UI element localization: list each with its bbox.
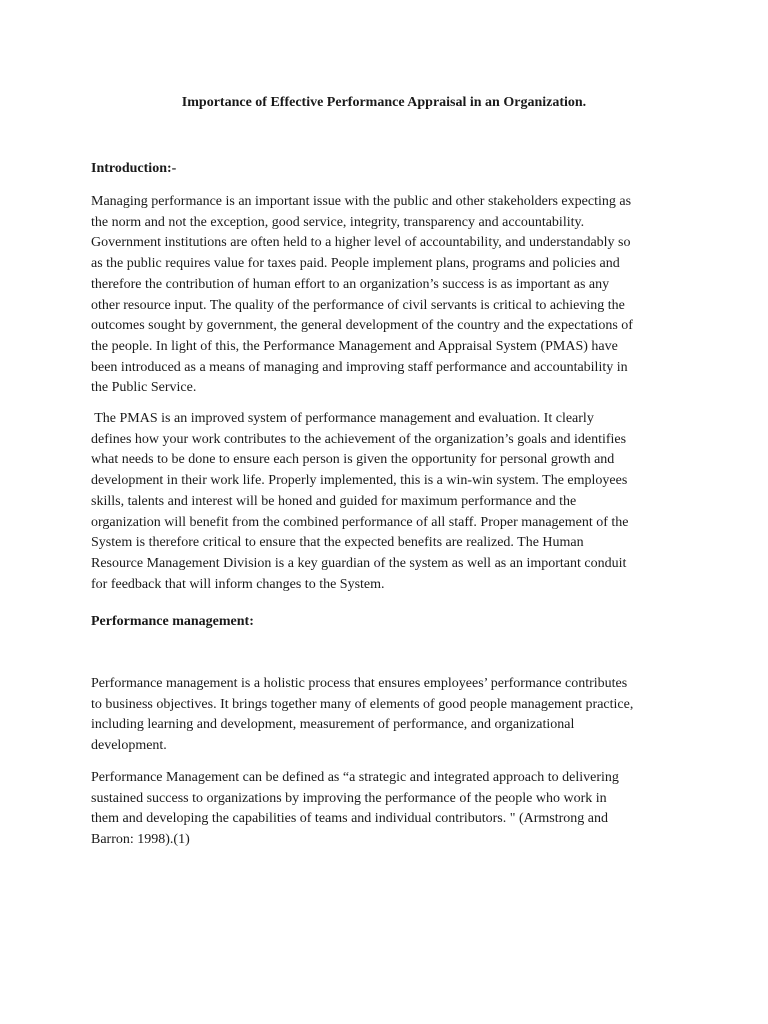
text-line: as the public requires value for taxes paid. People implement plans, programs and policies and xyxy=(91,256,620,272)
text-line: them and developing the capabilities of teams and individual contributors. " (Armstrong and xyxy=(91,811,608,827)
text-line: Performance management is a holistic process that ensures employees’ performance contributes xyxy=(91,676,628,691)
paragraph-performance-management-2 xyxy=(91,768,691,851)
text-line: the Public Service. xyxy=(91,380,197,396)
text-line: defines how your work contributes to the achievement of the organization’s goals and identifies xyxy=(91,431,627,447)
text-line: including learning and development, measurement of performance, and organizational xyxy=(91,717,575,733)
text-line: what needs to be done to ensure each person is given the opportunity for personal growth and xyxy=(91,452,615,468)
document-title: Importance of Effective Performance Appraisal in an Organization. xyxy=(181,95,587,110)
text-line: skills, talents and interest will be honed and guided for maximum performance and the xyxy=(91,493,577,509)
text-line: been introduced as a means of managing and improving staff performance and accountability in xyxy=(91,359,628,375)
text-line: therefore the contribution of human effort to an organization’s success is as important as any xyxy=(91,276,610,292)
section-heading-introduction: Introduction:- xyxy=(91,161,177,176)
text-line: sustained success to organizations by improving the performance of the people who work in xyxy=(91,790,607,806)
text-line: to business objectives. It brings together many of elements of good people management practice, xyxy=(91,696,634,712)
text-line: development in their work life. Properly implemented, this is a win-win system. The employees xyxy=(91,473,628,489)
text-line: Barron: 1998).(1) xyxy=(91,832,190,848)
text-line: for feedback that will inform changes to the System. xyxy=(91,576,385,592)
text-line: The PMAS is an improved system of performance management and evaluation. It clearly xyxy=(91,411,594,426)
text-line: organization will benefit from the combined performance of all staff. Proper management of the xyxy=(91,514,629,530)
text-line: outcomes sought by government, the general development of the country and the expectations of xyxy=(91,318,633,334)
text-line: Resource Management Division is a key guardian of the system as well as an important conduit xyxy=(91,555,627,571)
text-line: Performance Management can be defined as “a strategic and integrated approach to delivering xyxy=(91,770,619,785)
paragraph-introduction-2 xyxy=(91,409,691,595)
paragraph-performance-management-1 xyxy=(91,674,691,757)
section-heading-performance-management: Performance management: xyxy=(91,614,254,629)
text-line: Government institutions are often held to a higher level of accountability, and understandably so xyxy=(91,235,631,251)
text-line: the norm and not the exception, good service, integrity, transparency and accountability. xyxy=(91,214,585,230)
text-line: Managing performance is an important issue with the public and other stakeholders expecting as xyxy=(91,194,632,209)
paragraph-introduction-1 xyxy=(91,192,691,399)
text-line: the people. In light of this, the Performance Management and Appraisal System (PMAS) have xyxy=(91,338,618,354)
text-line: development. xyxy=(91,738,167,754)
text-line: other resource input. The quality of the performance of civil servants is critical to achieving the xyxy=(91,297,625,313)
text-line: System is therefore critical to ensure that the expected benefits are realized. The Human xyxy=(91,535,584,551)
